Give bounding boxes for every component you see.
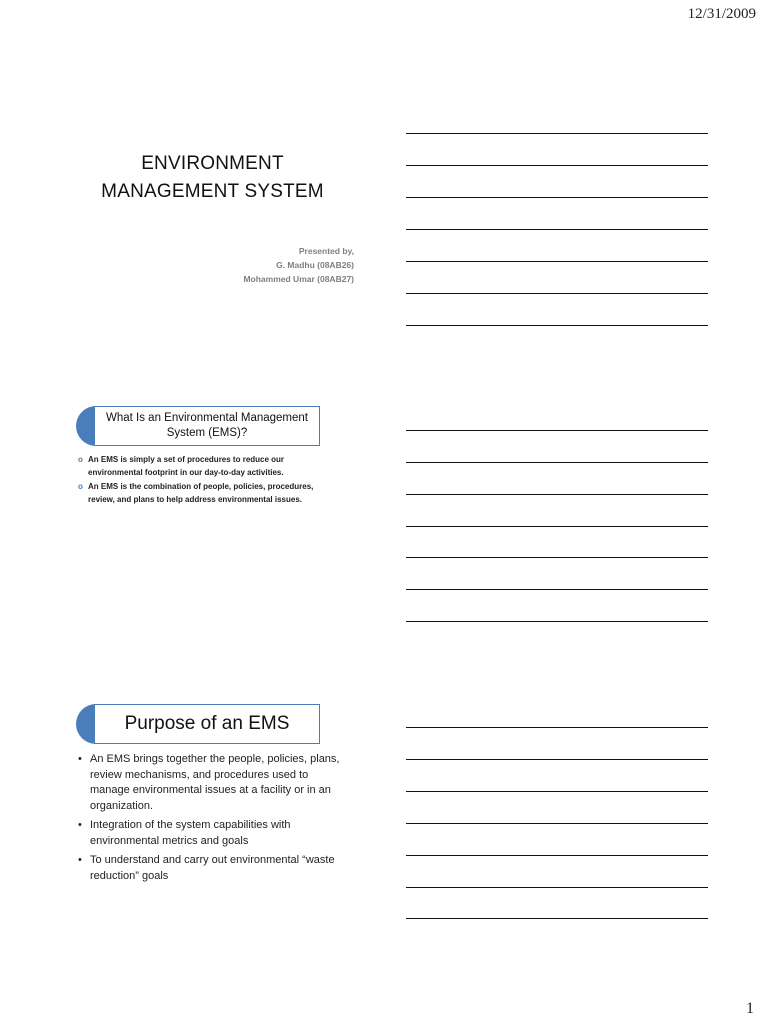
bullet-text: Integration of the system capabilities with environmental metrics and goals: [90, 819, 291, 847]
note-line: [406, 589, 708, 590]
note-line: [406, 229, 708, 230]
slide-1-title: [70, 150, 355, 206]
note-line: [406, 261, 708, 262]
note-line: [406, 759, 708, 760]
presenter-1: G. Madhu (08AB26): [276, 260, 354, 270]
note-line: [406, 325, 708, 326]
note-line: [406, 823, 708, 824]
slide-2-bullets: [78, 454, 340, 508]
dot-bullet-icon: •: [78, 819, 82, 831]
page-date: 12/31/2009: [687, 6, 756, 22]
note-line: [406, 791, 708, 792]
note-line: [406, 462, 708, 463]
slide-3-title-tab: [76, 704, 320, 744]
note-line: [406, 887, 708, 888]
slide-2-title: What Is an Environmental Management System (EMS)?: [94, 406, 320, 446]
slide-1-title-line-2: MANAGEMENT SYSTEM: [101, 181, 324, 202]
note-line: [406, 557, 708, 558]
bullet-text: To understand and carry out environmental “waste reduction” goals: [90, 854, 335, 882]
note-line: [406, 133, 708, 134]
slide-3-bullets: [78, 752, 340, 888]
note-line: [406, 165, 708, 166]
note-line: [406, 918, 708, 919]
circle-bullet-icon: o: [78, 455, 83, 464]
bullet-text: An EMS brings together the people, policies, plans, review mechanisms, and procedures used to manage environmental issues at a facility or in an organization.: [90, 753, 340, 812]
list-item: [78, 481, 340, 506]
slide-1-title-line-1: ENVIRONMENT: [141, 153, 284, 174]
note-line: [406, 621, 708, 622]
list-item: [78, 853, 340, 884]
presenters-label: Presented by,: [298, 246, 354, 256]
presenters: [243, 244, 354, 286]
note-line: [406, 526, 708, 527]
list-item: [78, 454, 340, 479]
note-line: [406, 855, 708, 856]
slide-2-title-tab: [76, 406, 320, 446]
note-line: [406, 293, 708, 294]
slide-title: [70, 120, 354, 320]
slide-what-is-ems: [70, 400, 340, 610]
bullet-text: An EMS is simply a set of procedures to reduce our environmental footprint in our day-to-day activities.: [88, 455, 285, 477]
presenter-2: Mohammed Umar (08AB27): [243, 274, 354, 284]
list-item: [78, 752, 340, 814]
slide-purpose-of-ems: [70, 700, 340, 910]
dot-bullet-icon: •: [78, 753, 82, 765]
note-line: [406, 494, 708, 495]
note-line: [406, 727, 708, 728]
page-number: 1: [746, 1000, 754, 1017]
circle-bullet-icon: o: [78, 482, 83, 491]
list-item: [78, 818, 340, 849]
note-line: [406, 197, 708, 198]
dot-bullet-icon: •: [78, 854, 82, 866]
slide-3-title: Purpose of an EMS: [94, 704, 320, 744]
bullet-text: An EMS is the combination of people, policies, procedures, review, and plans to help address environmental issues.: [88, 482, 314, 504]
note-line: [406, 430, 708, 431]
